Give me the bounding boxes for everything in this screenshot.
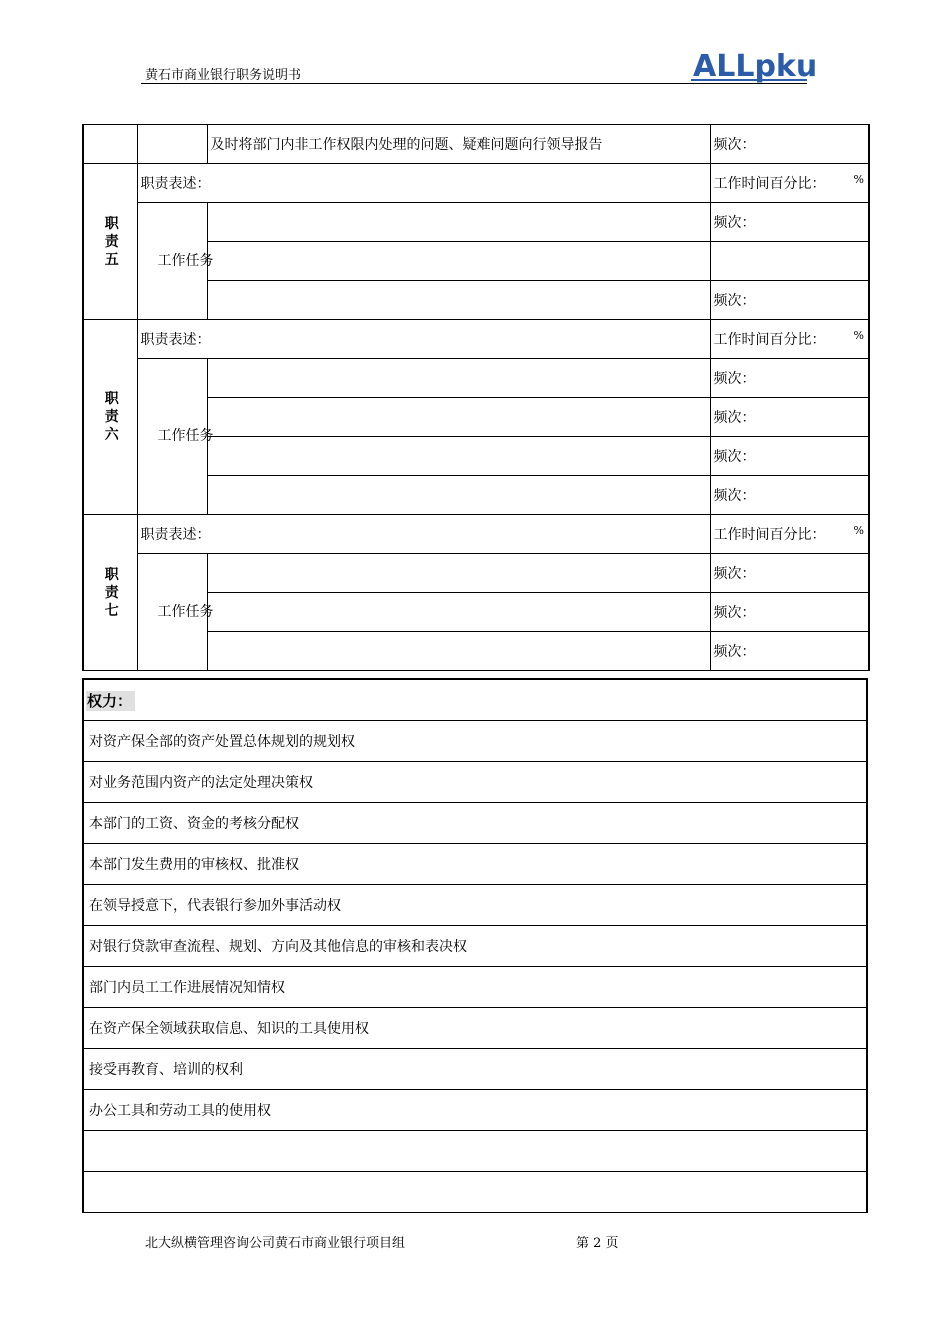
time-pct-cell: 工作时间百分比： % xyxy=(710,164,869,203)
power-item-text: 在资产保全领域获取信息、知识的工具使用权 xyxy=(83,1008,867,1049)
work-task-label: 工作任务 xyxy=(137,359,207,515)
power-item-text xyxy=(83,1172,867,1213)
freq-cell: 频次： xyxy=(710,554,869,593)
duty-six-label: 职责六 xyxy=(83,320,137,515)
time-pct-cell: 工作时间百分比： % xyxy=(710,320,869,359)
freq-cell: 频次： xyxy=(710,281,869,320)
task-cell xyxy=(207,554,710,593)
power-item-text: 对资产保全部的资产处置总体规划的规划权 xyxy=(83,721,867,762)
freq-cell: 频次： xyxy=(710,125,869,164)
logo-text: ALLpku xyxy=(693,49,818,84)
power-item-text: 对业务范围内资产的法定处理决策权 xyxy=(83,762,867,803)
power-item xyxy=(83,967,867,1008)
footer-company: 北大纵横管理咨询公司黄石市商业银行项目组 xyxy=(145,1236,406,1251)
power-item xyxy=(83,1008,867,1049)
freq-cell: 频次： xyxy=(710,593,869,632)
power-item-text: 本部门发生费用的审核权、批准权 xyxy=(83,844,867,885)
power-item xyxy=(83,762,867,803)
task-cell xyxy=(207,242,710,281)
task-cell xyxy=(207,281,710,320)
task-cell xyxy=(207,632,710,671)
power-item xyxy=(83,1090,867,1131)
powers-title: 权力： xyxy=(86,691,135,711)
duty-six-description-row xyxy=(83,320,869,359)
work-task-label: 工作任务 xyxy=(137,554,207,671)
company-logo xyxy=(691,48,818,84)
freq-cell: 频次： xyxy=(710,203,869,242)
task-row xyxy=(83,203,869,242)
description-label: 职责表述： xyxy=(137,320,710,359)
duty-seven-description-row xyxy=(83,515,869,554)
blank-cell xyxy=(83,125,137,164)
task-cell xyxy=(207,593,710,632)
task-row xyxy=(83,359,869,398)
task-cell xyxy=(207,359,710,398)
powers-table xyxy=(82,678,868,1213)
duty-seven-label: 职责七 xyxy=(83,515,137,671)
continued-task-row xyxy=(83,125,869,164)
powers-header-row xyxy=(83,679,867,721)
duty-five-label: 职责五 xyxy=(83,164,137,320)
task-text: 及时将部门内非工作权限内处理的问题、疑难问题向行领导报告 xyxy=(207,125,710,164)
power-item xyxy=(83,1172,867,1213)
blank-cell xyxy=(137,125,207,164)
work-task-label: 工作任务 xyxy=(137,203,207,320)
power-item-text: 本部门的工资、资金的考核分配权 xyxy=(83,803,867,844)
power-item-text: 接受再教育、培训的权利 xyxy=(83,1049,867,1090)
duties-table xyxy=(82,124,870,671)
task-cell xyxy=(207,476,710,515)
footer-page-number: 第 2 页 xyxy=(576,1236,619,1251)
power-item xyxy=(83,885,867,926)
power-item xyxy=(83,721,867,762)
power-item-text: 部门内员工工作进展情况知情权 xyxy=(83,967,867,1008)
freq-cell: 频次： xyxy=(710,398,869,437)
power-item xyxy=(83,844,867,885)
task-cell xyxy=(207,203,710,242)
freq-cell xyxy=(710,242,869,281)
freq-cell: 频次： xyxy=(710,476,869,515)
power-item-text: 在领导授意下，代表银行参加外事活动权 xyxy=(83,885,867,926)
freq-cell: 频次： xyxy=(710,632,869,671)
document-header-title: 黄石市商业银行职务说明书 xyxy=(145,68,302,83)
duty-five-description-row xyxy=(83,164,869,203)
task-cell xyxy=(207,398,710,437)
description-label: 职责表述： xyxy=(137,515,710,554)
freq-cell: 频次： xyxy=(710,437,869,476)
task-cell xyxy=(207,437,710,476)
power-item xyxy=(83,1049,867,1090)
power-item-text xyxy=(83,1131,867,1172)
power-item-text: 对银行贷款审查流程、规划、方向及其他信息的审核和表决权 xyxy=(83,926,867,967)
power-item xyxy=(83,1131,867,1172)
task-row xyxy=(83,554,869,593)
description-label: 职责表述： xyxy=(137,164,710,203)
power-item xyxy=(83,803,867,844)
power-item xyxy=(83,926,867,967)
freq-cell: 频次： xyxy=(710,359,869,398)
time-pct-cell: 工作时间百分比： % xyxy=(710,515,869,554)
power-item-text: 办公工具和劳动工具的使用权 xyxy=(83,1090,867,1131)
